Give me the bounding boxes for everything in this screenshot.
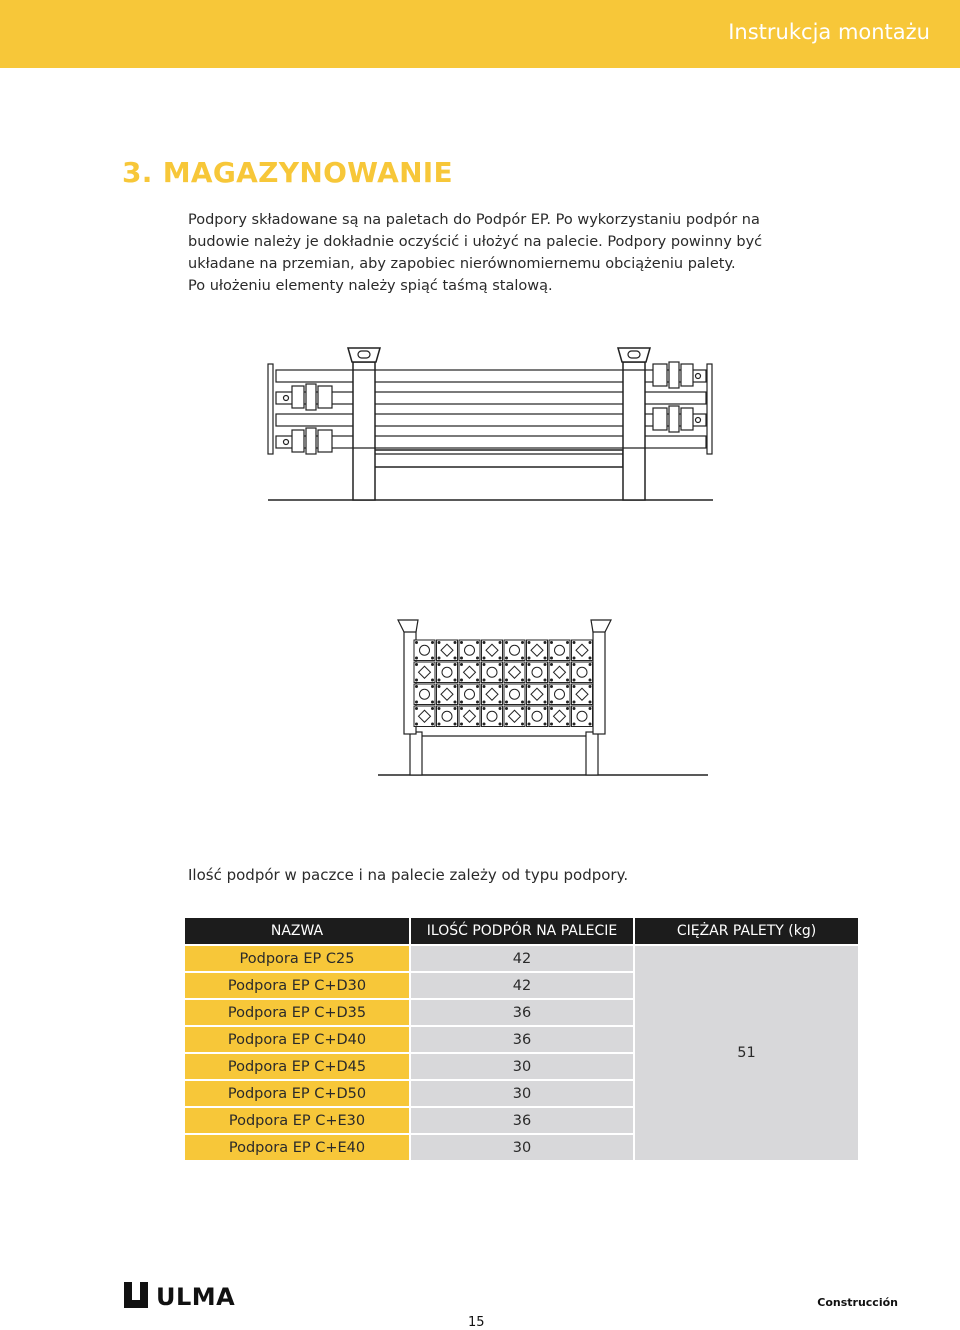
ulma-logo-text: ULMA: [156, 1283, 236, 1311]
cell-qty: 36: [410, 1107, 634, 1134]
intro-line: układane na przemian, aby zapobiec nierównomiernemu obciążeniu palety.: [188, 256, 736, 272]
page-number: 15: [468, 1315, 485, 1330]
section-heading: 3. MAGAZYNOWANIE: [122, 156, 453, 189]
intro-line: Po ułożeniu elementy należy spiąć taśmą stalową.: [188, 278, 553, 294]
cell-qty: 42: [410, 972, 634, 999]
intro-line: budowie należy je dokładnie oczyścić i ułożyć na palecie. Podpory powinny być: [188, 234, 763, 250]
cell-name: Podpora EP C+D45: [185, 1053, 410, 1080]
col-header-name: NAZWA: [185, 918, 410, 945]
brand-subtitle: Construcción: [817, 1296, 898, 1309]
cell-qty: 30: [410, 1053, 634, 1080]
pallet-front-view-drawing: [370, 612, 715, 782]
cell-name: Podpora EP C+E30: [185, 1107, 410, 1134]
table-header-row: [185, 918, 858, 945]
cell-name: Podpora EP C+D35: [185, 999, 410, 1026]
cell-name: Podpora EP C+D40: [185, 1026, 410, 1053]
cell-weight: 51: [634, 945, 858, 1160]
note-text: Ilość podpór w paczce i na palecie zależy od typu podpory.: [188, 866, 629, 884]
col-header-weight: CIĘŻAR PALETY (kg): [634, 918, 858, 945]
cell-qty: 36: [410, 999, 634, 1026]
header-title: Instrukcja montażu: [728, 20, 930, 44]
col-header-qty: ILOŚĆ PODPÓR NA PALECIE: [410, 918, 634, 945]
cell-name: Podpora EP C+D30: [185, 972, 410, 999]
intro-line: Podpory składowane są na paletach do Podpór EP. Po wykorzystaniu podpór na: [188, 212, 760, 228]
cell-name: Podpora EP C+E40: [185, 1134, 410, 1160]
cell-qty: 30: [410, 1080, 634, 1107]
intro-paragraph: [188, 209, 828, 297]
cell-name: Podpora EP C+D50: [185, 1080, 410, 1107]
table-row: [185, 945, 858, 972]
cell-qty: 36: [410, 1026, 634, 1053]
cell-name: Podpora EP C25: [185, 945, 410, 972]
pallet-side-view-drawing: [258, 340, 718, 510]
cell-qty: 42: [410, 945, 634, 972]
cell-qty: 30: [410, 1134, 634, 1160]
pallet-table: [185, 918, 858, 1160]
ulma-logo-icon: [122, 1280, 152, 1310]
